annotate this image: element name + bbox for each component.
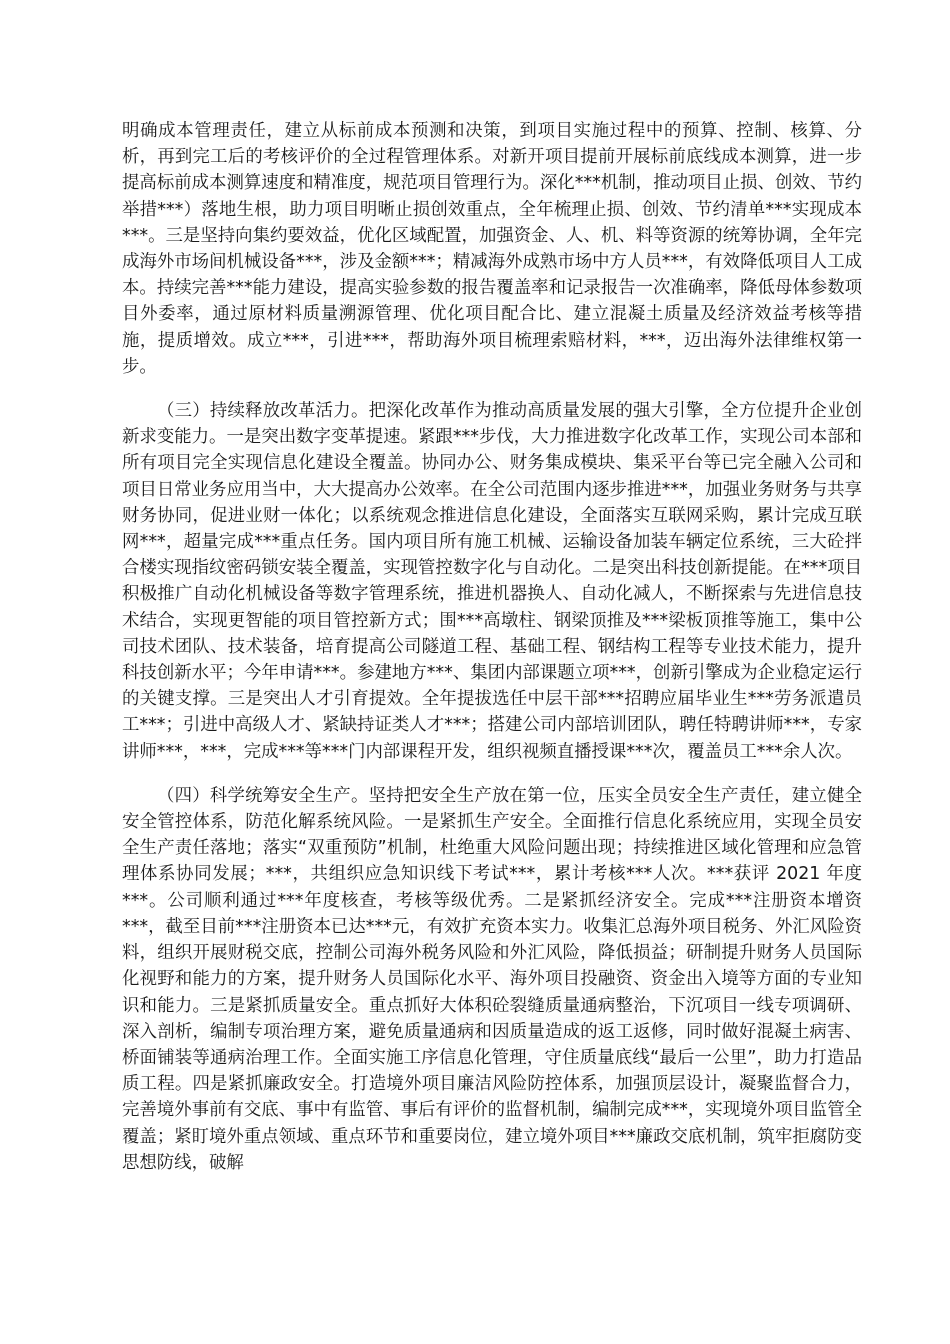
paragraph-spacer bbox=[122, 380, 862, 398]
paragraph-safety-production: （四）科学统筹安全生产。坚持把安全生产放在第一位，压实全员安全生产责任，建立健全安全管控体系，防范化解系统风险。一是紧抓生产安全。全面推行信息化系统应用，实现全员安全生产责任落地；落实“双重预防”机制，杜绝重大风险问题出现；持续推进区域化管理和应急管理体系协同发展；***，共组织应急知识线下考试***，累计考核***人次。***获评 2021 年度***。公司顺利通过***年度核查，考核等级优秀。二是紧抓经济安全。完成***注册资本增资***，截至目前***注册资本已达***元，有效扩充资本实力。收集汇总海外项目税务、外汇风险资料，组织开展财税交底，控制公司海外税务风险和外汇风险，降低损益；研制提升财务人员国际化视野和能力的方案，提升财务人员国际化水平、海外项目投融资、资金出入境等方面的专业知识和能力。三是紧抓质量安全。重点抓好大体积砼裂缝质量通病整治，下沉项目一线专项调研、深入剖析，编制专项治理方案，避免质量通病和因质量造成的返工返修，同时做好混凝土病害、桥面铺装等通病治理工作。全面实施工序信息化管理，守住质量底线“最后一公里”，助力打造品质工程。四是紧抓廉政安全。打造境外项目廉洁风险防控体系，加强顶层设计，凝聚监督合力，完善境外事前有交底、事中有监管、事后有评价的监督机制，编制完成***，实现境外项目监管全覆盖；紧盯境外重点领域、重点环节和重要岗位，建立境外项目***廉政交底机制，筑牢拒腐防变思想防线，破解 bbox=[122, 785, 862, 1173]
paragraph-reform-vitality: （三）持续释放改革活力。把深化改革作为推动高质量发展的强大引擎，全方位提升企业创新求变能力。一是突出数字变革提速。紧跟***步伐，大力推进数字化改革工作，实现公司本部和所有项目完全实现信息化建设全覆盖。协同办公、财务集成模块、集采平台等已完全融入公司和项目日常业务应用当中，大大提高办公效率。在全公司范围内逐步推进***，加强业务财务与共享财务协同，促进业财一体化；以系统观念推进信息化建设，全面落实互联网采购，累计完成互联网***，超量完成***重点任务。国内项目所有施工机械、运输设备加装车辆定位系统，三大砼拌合楼实现指纹密码锁安装全覆盖，实现管控数字化与自动化。二是突出科技创新提能。在***项目积极推广自动化机械设备等数字管理系统，推进机器换人、自动化减人，不断探索与先进信息技术结合，实现更智能的项目管控新方式；围***高墩柱、钢梁顶推及***梁板顶推等施工，集中公司技术团队、技术装备，培育提高公司隧道工程、基础工程、钢结构工程等专业技术能力，提升科技创新水平；今年申请***。参建地方***、集团内部课题立项***，创新引擎成为企业稳定运行的关键支撑。三是突出人才引育提效。全年提拔选任中层干部***招聘应届毕业生***劳务派遣员工***；引进中高级人才、紧缺持证类人才***；搭建公司内部培训团队，聘任特聘讲师***，专家讲师***，***，完成***等***门内部课程开发，组织视频直播授课***次，覆盖员工***余人次。 bbox=[122, 401, 862, 762]
document-body bbox=[122, 118, 862, 1176]
paragraph-spacer bbox=[122, 765, 862, 783]
paragraph-cost-management: 明确成本管理责任，建立从标前成本预测和决策，到项目实施过程中的预算、控制、核算、分析，再到完工后的考核评价的全过程管理体系。对新开项目提前开展标前底线成本测算，进一步提高标前成本测算速度和精准度，规范项目管理行为。深化***机制，推动项目止损、创效、节约举措***）落地生根，助力项目明晰止损创效重点，全年梳理止损、创效、节约清单***实现成本***。三是坚持向集约要效益，优化区域配置，加强资金、人、机、料等资源的统筹协调，全年完成海外市场间机械设备***，涉及金额***；精减海外成熟市场中方人员***，有效降低项目人工成本。持续完善***能力建设，提高实验参数的报告覆盖率和记录报告一次准确率，降低母体参数项目外委率，通过原材料质量溯源管理、优化项目配合比、建立混凝土质量及经济效益考核等措施，提质增效。成立***，引进***，帮助海外项目梳理索赔材料，***，迈出海外法律维权第一步。 bbox=[122, 121, 862, 377]
